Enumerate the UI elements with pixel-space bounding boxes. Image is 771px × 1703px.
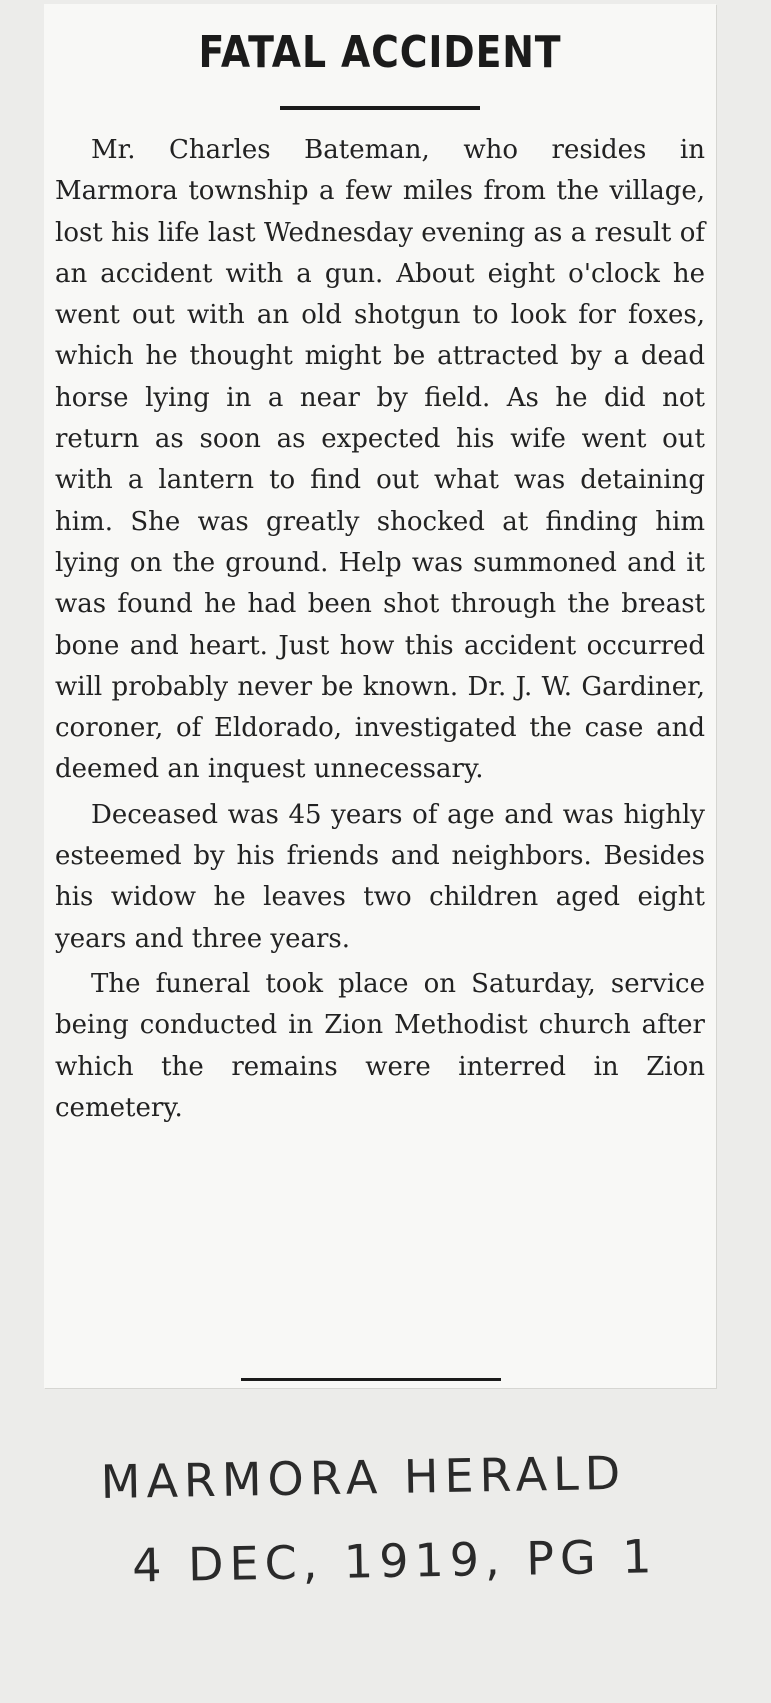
headline-rule	[280, 106, 480, 110]
source-date-page: 4 DEC, 1919, PG 1	[131, 1529, 658, 1593]
handwritten-source-note	[100, 1429, 723, 1608]
article-paragraph: The funeral took place on Saturday, service being conducted in Zion Methodist church after which the remains were interred in Zion cemetery.	[55, 968, 705, 1123]
article-headline: FATAL ACCIDENT	[198, 27, 562, 78]
newspaper-clipping	[44, 4, 716, 1388]
clipping-content	[55, 4, 705, 1133]
source-publication: MARMORA HERALD	[100, 1445, 627, 1509]
end-rule	[241, 1378, 501, 1381]
article-body	[55, 130, 705, 1129]
article-paragraph: Deceased was 45 years of age and was highly esteemed by his friends and neighbors. Besides his widow he leaves two children aged eight years and three years.	[55, 799, 705, 954]
article-paragraph: Mr. Charles Bateman, who resides in Marmora township a few miles from the village, lost his life last Wednesday evening as a result of an accident with a gun. About eight o'clock he went out with an old shotgun to look for foxes, which he thought might be attracted by a dead horse lying in a near by field. As he did not return as soon as expected his wife went out with a lantern to find out what was detaining him. She was greatly shocked at finding him lying on the ground. Help was summoned and it was found he had been shot through the breast bone and heart. Just how this accident occurred will probably never be known. Dr. J. W. Gardiner, coroner, of Eldorado, investigated the case and deemed an inquest unnecessary.	[55, 135, 705, 785]
